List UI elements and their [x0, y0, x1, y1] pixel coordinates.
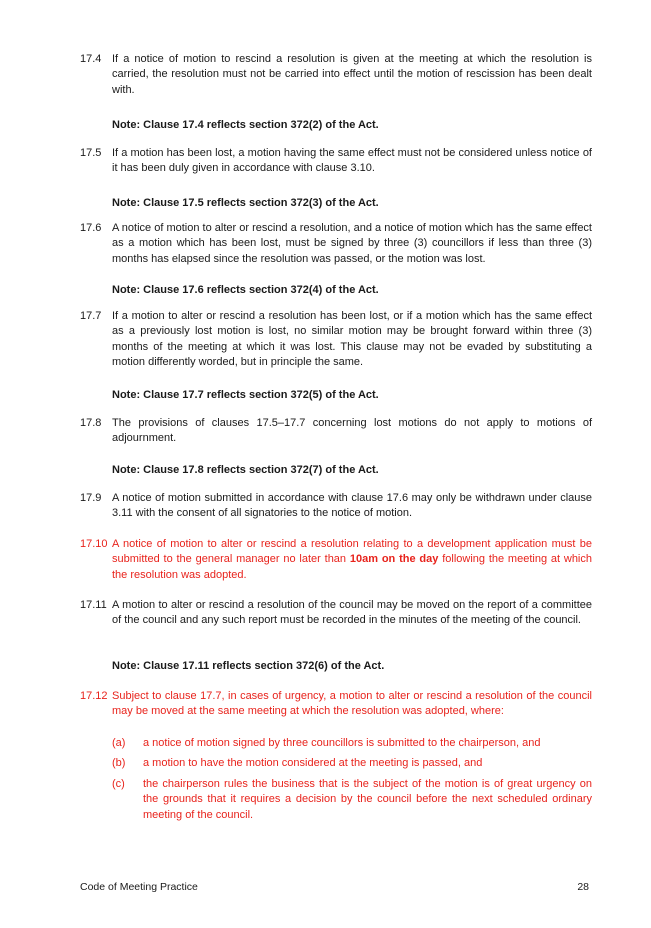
subitem-c — [112, 777, 592, 823]
footer-document-title: Code of Meeting Practice — [80, 881, 198, 893]
clause-number: 17.10 — [80, 538, 108, 550]
deadline-emphasis: 10am on the day — [349, 553, 439, 566]
subitem-text: the chairperson rules the business that is the subject of the motion is of great urgency on the grounds that it requires a decision by the council before the next scheduled ordinary meeting of the council. — [143, 778, 592, 821]
clause-number: 17.12 — [80, 690, 108, 702]
clause-number: 17.5 — [80, 147, 102, 159]
subitem-label: (b) — [112, 757, 126, 769]
subitem-text: a notice of motion signed by three councillors is submitted to the chairperson, and — [143, 737, 541, 749]
clause-text: If a motion to alter or rescind a resolution has been lost, or if a motion which has the same effect as a previously lost motion is lost, no similar motion may be brought forward within three (3) months of the meeting at which it was lost. This clause may not be evaded by substituting a motion differently worded, but in principle the same. — [112, 310, 592, 369]
subitem-label: (c) — [112, 778, 125, 790]
subitem-label: (a) — [112, 737, 126, 749]
clause-17-6 — [80, 221, 592, 267]
subitem-a — [112, 736, 592, 751]
clause-number: 17.8 — [80, 417, 102, 429]
clause-17-10 — [80, 537, 592, 583]
clause-number: 17.11 — [80, 599, 107, 611]
subitem-b — [112, 756, 592, 771]
clause-text: Subject to clause 17.7, in cases of urgency, a motion to alter or rescind a resolution of the council may be moved at the same meeting at which the resolution was adopted, where: — [112, 690, 592, 718]
clause-number: 17.4 — [80, 53, 102, 65]
clause-number: 17.6 — [80, 222, 102, 234]
clause-17-8 — [80, 416, 592, 447]
subitem-text: a motion to have the motion considered at the meeting is passed, and — [143, 757, 483, 769]
clause-17-4 — [80, 52, 592, 98]
clause-number: 17.7 — [80, 310, 102, 322]
clause-17-12 — [80, 689, 592, 720]
clause-note: Note: Clause 17.4 reflects section 372(2) of the Act. — [112, 119, 379, 131]
clause-text: If a notice of motion to rescind a resolution is given at the meeting at which the resolution is carried, the resolution must not be carried into effect until the motion of rescission has been dealt with. — [112, 53, 592, 96]
clause-note: Note: Clause 17.8 reflects section 372(7) of the Act. — [112, 464, 379, 476]
clause-17-7 — [80, 309, 592, 371]
clause-text: A motion to alter or rescind a resolution of the council may be moved on the report of a committee of the council and any such report must be recorded in the minutes of the meeting of the council. — [112, 599, 592, 627]
clause-text: The provisions of clauses 17.5–17.7 concerning lost motions do not apply to motions of adjournment. — [112, 417, 592, 445]
clause-text: If a motion has been lost, a motion having the same effect must not be considered unless notice of it has been duly given in accordance with clause 3.10. — [112, 147, 592, 175]
clause-note: Note: Clause 17.7 reflects section 372(5) of the Act. — [112, 389, 379, 401]
clause-text: A notice of motion to alter or rescind a resolution, and a notice of motion which has the same effect as a motion which has been lost, must be signed by three (3) councillors if less than three (3) months has elapsed since the resolution was passed, or the motion was lost. — [112, 222, 592, 265]
clause-17-11 — [80, 598, 592, 629]
clause-note: Note: Clause 17.11 reflects section 372(6) of the Act. — [112, 660, 385, 672]
clause-note: Note: Clause 17.5 reflects section 372(3) of the Act. — [112, 197, 379, 209]
clause-number: 17.9 — [80, 492, 102, 504]
clause-17-5 — [80, 146, 592, 177]
clause-text: A notice of motion to alter or rescind a resolution relating to a development application must be submitted to the general manager no later than 10am on the day following the meeting at which the resolution was adopted. — [112, 538, 592, 581]
clause-17-9 — [80, 491, 592, 522]
clause-text: A notice of motion submitted in accordance with clause 17.6 may only be withdrawn under clause 3.11 with the consent of all signatories to the notice of motion. — [112, 492, 592, 520]
clause-note: Note: Clause 17.6 reflects section 372(4) of the Act. — [112, 284, 379, 296]
footer-page-number: 28 — [577, 881, 589, 893]
